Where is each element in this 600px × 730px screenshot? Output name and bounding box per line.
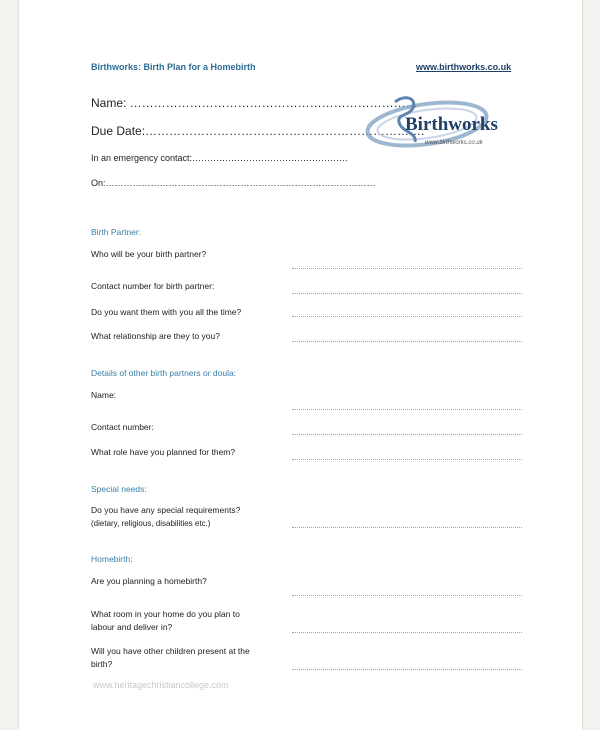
answer-line[interactable]	[292, 409, 522, 410]
website-link[interactable]: www.birthworks.co.uk	[416, 62, 512, 72]
answer-line[interactable]	[292, 316, 522, 317]
question-label-continued: labour and deliver in?	[91, 622, 173, 632]
on-field[interactable]: On:………………………………………………………………………………	[91, 178, 376, 188]
document-page	[19, 0, 582, 730]
question-label: What role have you planned for them?	[91, 447, 236, 457]
answer-line[interactable]	[292, 595, 522, 596]
document-title: Birthworks: Birth Plan for a Homebirth	[91, 62, 256, 72]
answer-line[interactable]	[292, 669, 522, 670]
question-label: What relationship are they to you?	[91, 331, 220, 341]
section-heading-birth-partner: Birth Partner:	[91, 227, 142, 237]
answer-line[interactable]	[292, 459, 522, 460]
question-label: Contact number:	[91, 422, 154, 432]
question-label: Contact number for birth partner:	[91, 281, 215, 291]
emergency-contact-field[interactable]: In an emergency contact:…………………………………………….	[91, 153, 348, 163]
answer-line[interactable]	[292, 341, 522, 342]
question-label: Will you have other children present at the	[91, 646, 250, 656]
due-date-field[interactable]: Due Date:…………………………………………………………….	[91, 124, 425, 138]
watermark: www.heritagechristiancollege.com	[93, 680, 229, 690]
section-heading-homebirth: Homebirth:	[91, 554, 133, 564]
logo-wordmark: Birthworks	[405, 114, 498, 135]
question-label: Name:	[91, 390, 117, 400]
birthworks-logo	[365, 92, 521, 158]
question-label: Do you have any special requirements?	[91, 505, 241, 515]
answer-line[interactable]	[292, 434, 522, 435]
answer-line[interactable]	[292, 632, 522, 633]
question-label: Who will be your birth partner?	[91, 249, 207, 259]
question-hint: (dietary, religious, disabilities etc.)	[91, 519, 211, 528]
name-field[interactable]: Name: ………………………………………………………………	[91, 96, 418, 110]
section-heading-other-partners: Details of other birth partners or doula:	[91, 368, 237, 378]
question-label: Do you want them with you all the time?	[91, 307, 242, 317]
answer-line[interactable]	[292, 268, 522, 269]
question-label-continued: birth?	[91, 659, 113, 669]
question-label: Are you planning a homebirth?	[91, 576, 207, 586]
logo-url: www.birthworks.co.uk	[425, 140, 483, 146]
answer-line[interactable]	[292, 293, 522, 294]
section-heading-special-needs: Special needs:	[91, 484, 147, 494]
question-label: What room in your home do you plan to	[91, 609, 240, 619]
answer-line[interactable]	[292, 527, 522, 528]
